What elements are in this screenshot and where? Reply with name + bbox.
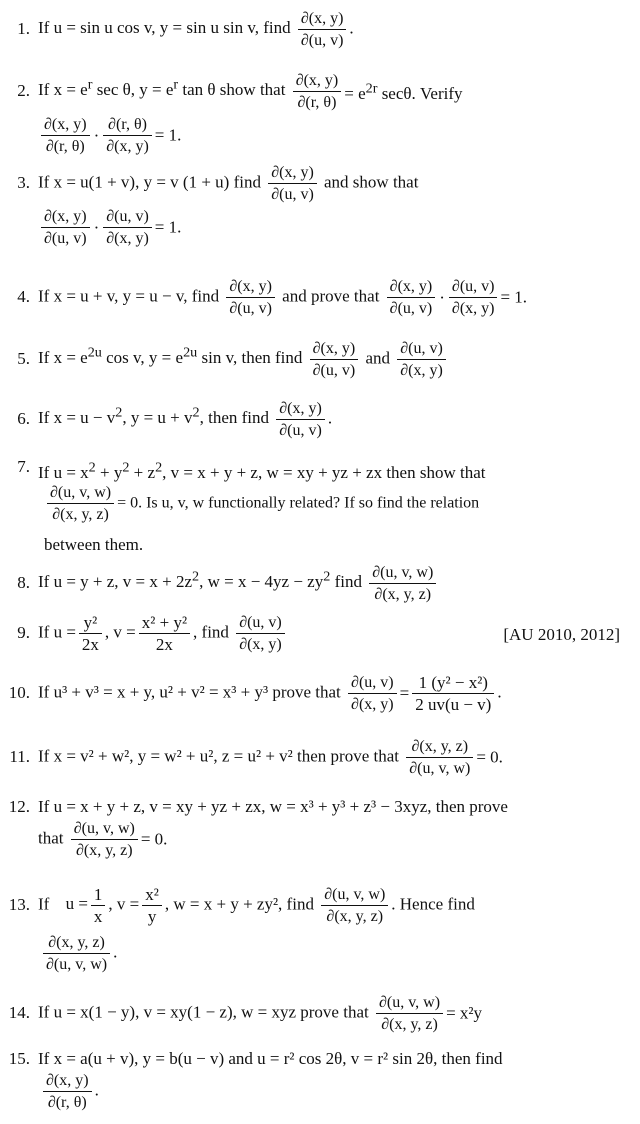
problem-number: 1. [17,19,30,38]
problem-text: If u³ + v³ = x + y, u² + v² = x³ + y³ prove that [38,682,341,702]
problem-text: , v = [104,622,136,642]
problem-text: If u = y + z, $v = x + 2z^2$, $w = x - 4yz - zy^2$ find [38,568,362,592]
jacobian-fraction: $\frac{\partial(u, v, w)}{\partial(x, y, z)}$ [71,818,138,861]
problem-text: , w = x + y + zy², find [164,894,314,914]
problem-text: If $x = u - v^2$, $y = u + v^2$, then find [38,404,269,428]
problem-text: If x = u + v, y = u − v, find [38,286,220,306]
problem-number: 11. [9,747,30,766]
problem-text: If x = u(1 + v), y = v (1 + u) find [38,172,261,192]
jacobian-fraction: $\frac{\partial(x, y)}{\partial(r, \theta)}$ [293,70,342,113]
jacobian-fraction: $\frac{\partial(x, y)}{\partial(u, v)}$ [387,276,436,319]
jacobian-fraction: $\frac{\partial(u, v, w)}{\partial(x, y, z)}$ [376,992,443,1035]
jacobian-fraction: $\frac{\partial(x, y, z)}{\partial(u, v, w)}$ [406,736,473,779]
problem-equation: = 1. [500,287,528,307]
problem-text: between them. [44,535,144,554]
jacobian-fraction: $\frac{\partial(r, \theta)}{\partial(x, y)}$ [103,114,152,157]
problem-number: 3. [17,173,30,192]
problem-text: If $x = e^r$ sec θ, $y = e^r$ tan θ show that [38,76,286,100]
problem-text: , v = [108,894,140,914]
problem-text: and show that [324,172,419,192]
problem-text-end: . [497,682,502,702]
problem-equation: = 0. Is u, v, w functionally related? If so find the relation [117,494,480,512]
jacobian-fraction: $\frac{\partial(u, v)}{\partial(x, y)}$ [236,612,285,655]
problem-text-end: . [349,18,354,38]
jacobian-fraction: $\frac{\partial(x, y, z)}{\partial(u, v, w)}$ [43,932,110,975]
problem-text: and [365,348,390,368]
problem-number: 5. [17,349,30,368]
problem-number: 13. [8,895,30,914]
jacobian-fraction: $\frac{\partial(u, v)}{\partial(x, y)}$ [348,672,397,715]
problem-text: u = [65,894,88,914]
problem-number: 15. [8,1049,30,1068]
problem-text: . Hence find [391,894,475,914]
problem-text-end: . [94,1080,99,1100]
jacobian-fraction: $\frac{\partial(x, y)}{\partial(u, v)}$ [310,338,359,381]
problem-number: 4. [17,287,30,306]
problem-text-end: . [327,408,333,428]
problem-number: 10. [8,683,30,702]
problem-text: If u = [38,622,76,642]
problem-number: 8. [17,573,30,592]
fraction: $\frac{\text{x²}}{y}$ [142,884,162,927]
problem-number: 7. [17,457,30,476]
problem-equation: = 0. [476,747,503,767]
problem-text: If u = x + y + z, v = xy + yz + zx, w = x³ + y³ + z³ − 3xyz, then prove [38,797,508,816]
jacobian-fraction: $\frac{\partial(x, y)}{\partial(u, v)}$ [268,162,317,205]
problem-text: , find [193,622,229,642]
problem-text: If u = sin u cos v, y = sin u sin v, find [38,18,291,38]
fraction: $\frac{\text{y²}}{2x}$ [79,612,102,655]
problem-text: If x = a(u + v), y = b(u − v) and u = r² cos 2θ, v = r² sin 2θ, then find [38,1049,503,1068]
jacobian-fraction: $\frac{\partial(u, v, w)}{\partial(x, y, z)}$ [47,482,114,525]
problem-text: If [38,894,50,914]
problem-text: If x = v² + w², y = w² + u², z = u² + v² then prove that [38,746,399,766]
problem-text: If $u = x^2 + y^2 + z^2$, v = x + y + z, w = xy + yz + zx then show that [38,459,486,482]
problem-number: 12. [8,797,30,816]
fraction: $\frac{\text{x² + y²}}{2x}$ [139,612,190,655]
problem-text-end: . [113,942,118,962]
jacobian-fraction: $\frac{\partial(x, y)}{\partial(u, v)}$ [41,206,90,249]
jacobian-fraction: $\frac{\partial(x, y)}{\partial(u, v)}$ [226,276,275,319]
jacobian-fraction: $\frac{\partial(u, v, w)}{\partial(x, y, z)}$ [321,884,388,927]
result-fraction: $\frac{\text{1 (y² − x²)}}{2 uv(u - v)}$ [412,672,494,715]
problem-number: 14. [8,1003,30,1022]
problem-equation: = $e^{2r}$ secθ. Verify [344,80,463,104]
jacobian-fraction: $\frac{\partial(x, y)}{\partial(r, \theta)}$ [41,114,90,157]
problem-text: and prove that [282,286,380,306]
problem-equation: = 0. [140,829,168,849]
problem-equation: = [399,683,410,703]
problem-equation: = x²y [446,1003,482,1023]
problem-number: 9. [17,623,30,642]
jacobian-fraction: $\frac{\partial(x, y)}{\partial(r, \theta)}$ [43,1070,92,1113]
jacobian-fraction: $\frac{\partial(x, y)}{\partial(u, v)}$ [276,398,325,441]
fraction: $\frac{1}{x}$ [91,884,106,927]
problem-text: If $x = e^{2u}$ cos v, $y = e^{2u}$ sin v, then find [38,344,303,368]
jacobian-fraction: $\frac{\partial(u, v, w)}{\partial(x, y, z)}$ [369,562,436,605]
problem-text: If u = x(1 − y), v = xy(1 − z), w = xyz prove that [38,1002,369,1022]
problem-text: that [38,828,64,848]
jacobian-fraction: $\frac{\partial(u, v)}{\partial(x, y)}$ [397,338,446,381]
problem-number: 2. [17,81,30,100]
problem-equation: = 1. [154,125,182,145]
jacobian-fraction: $\frac{\partial(u, v)}{\partial(x, y)}$ [449,276,498,319]
source-tag: [AU 2010, 2012] [503,625,620,644]
problem-equation: = 1. [154,217,182,237]
jacobian-fraction: $\frac{\partial(x, y)}{\partial(u, v)}$ [298,8,347,51]
jacobian-fraction: $\frac{\partial(u, v)}{\partial(x, y)}$ [103,206,152,249]
problem-number: 6. [17,409,30,428]
